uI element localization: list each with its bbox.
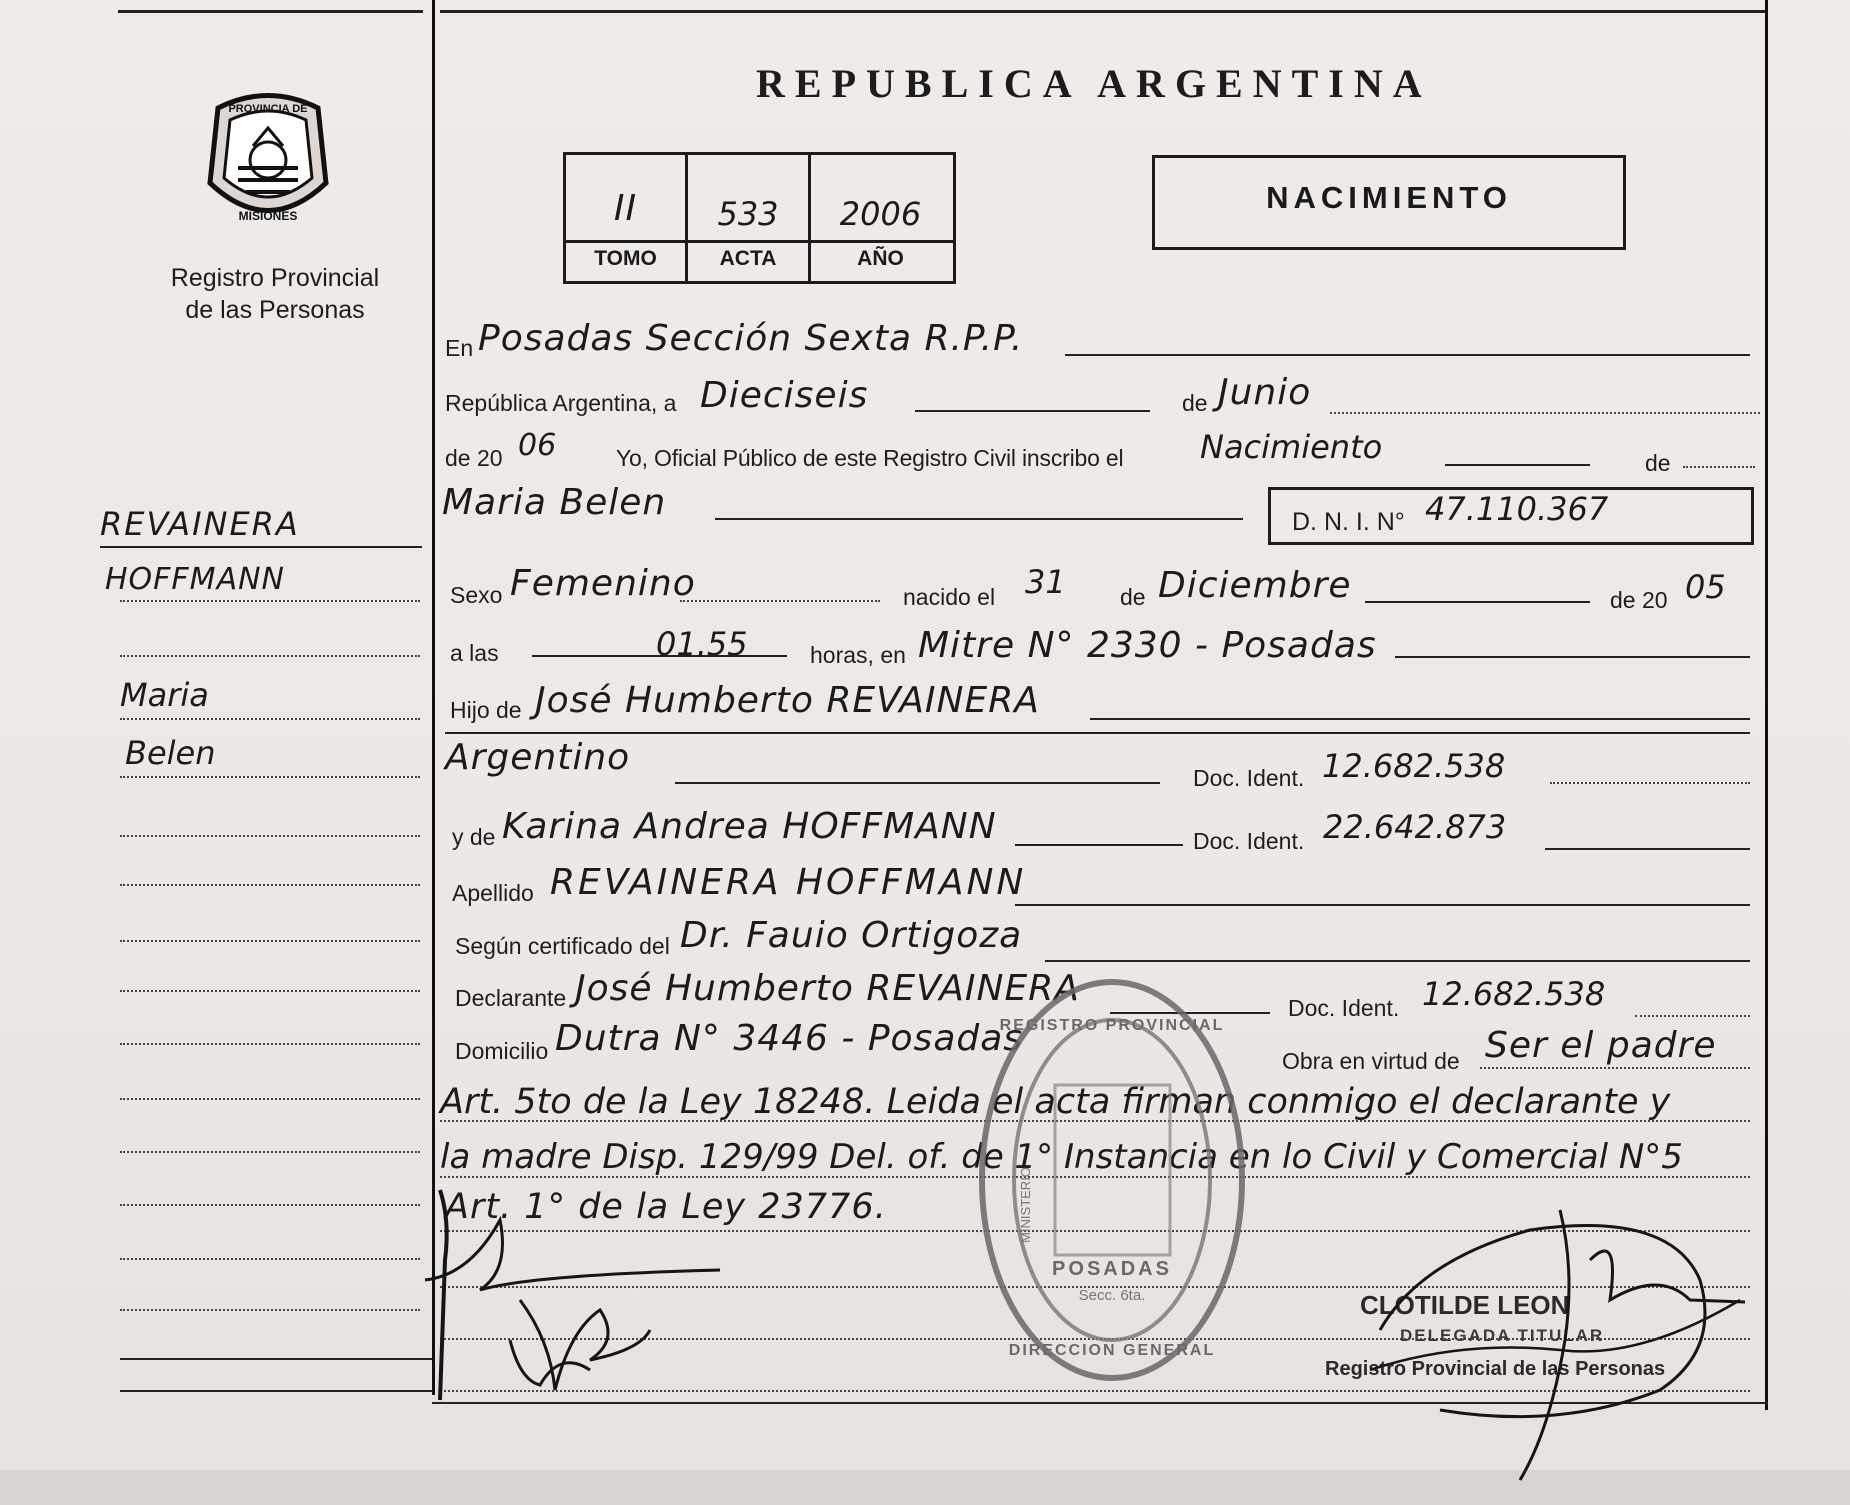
value-father-nationality: Argentino [445,737,631,778]
label-de-birth-month: de [1120,584,1146,610]
value-birth-year-suffix: 05 [1685,568,1726,606]
ano-label: AÑO [857,247,904,270]
value-birth-month: Diciembre [1158,565,1352,606]
value-en: Posadas Sección Sexta R.P.P. [478,318,1024,359]
registry-name-line2: de las Personas [185,296,365,324]
text-oficial: Yo, Oficial Público de este Registro Civil inscribo el [616,445,1124,471]
official-name: CLOTILDE LEON [1360,1290,1570,1320]
emblem-top-text: PROVINCIA DE [228,103,308,115]
declarant-signature [410,1180,730,1410]
value-place: Mitre N° 2330 - Posadas [918,625,1377,666]
value-year-suffix: 06 [518,428,557,463]
label-birth-year-prefix: de 20 [1610,587,1668,613]
value-hour: 01.55 [656,625,748,663]
value-mother-doc: 22.642.873 [1323,808,1507,846]
notes-line-2: la madre Disp. 129/99 Del. of. de 1° Instancia en lo Civil y Comercial N°5 [440,1137,1683,1177]
misiones-emblem-icon [198,88,338,238]
value-domicilio: Dutra N° 3446 - Posadas [555,1018,1024,1059]
right-border [1765,0,1768,1410]
label-year-prefix: de 20 [445,445,503,471]
label-de-month: de [1182,390,1208,416]
margin-given-2: Belen [125,734,216,772]
registry-name-line1: Registro Provincial [170,264,380,292]
value-child-name: Maria Belen [442,482,667,523]
margin-surname-1: REVAINERA [100,505,300,543]
label-doc-declarante: Doc. Ident. [1288,995,1400,1021]
seal-inner-text: MINISTERIO [1018,1167,1033,1243]
margin-surname-2: HOFFMANN [105,562,285,597]
label-republica: República Argentina, a [445,390,677,416]
label-a-las: a las [450,640,499,666]
label-de-name: de [1645,450,1671,476]
seal-section: Secc. 6ta. [1078,1287,1146,1304]
value-father: José Humberto REVAINERA [535,680,1040,721]
label-declarante: Declarante [455,985,567,1011]
value-mother: Karina Andrea HOFFMANN [502,806,997,847]
acta-value: 533 [717,195,779,233]
top-rule-right [440,10,1765,13]
ano-value: 2006 [839,195,922,233]
label-obra: Obra en virtud de [1282,1048,1460,1074]
margin-given-1: Maria [120,676,209,714]
label-hijo: Hijo de [450,697,522,723]
label-sexo: Sexo [450,582,503,608]
seal-top-text: REGISTRO PROVINCIAL [999,1017,1225,1034]
label-dni: D. N. I. N° [1292,508,1405,536]
tomo-value: II [613,188,638,229]
value-acto: Nacimiento [1200,428,1383,466]
value-declarante: José Humberto REVAINERA [575,968,1080,1009]
registry-name [130,262,420,326]
label-doc-mother: Doc. Ident. [1193,828,1305,854]
value-sexo: Femenino [510,563,696,604]
label-certificado: Según certificado del [455,933,670,959]
value-month: Junio [1218,372,1312,413]
label-apellido: Apellido [452,880,534,906]
registry-seal [975,975,1250,1385]
label-en: En [445,335,474,361]
notes-line-1: Art. 5to de la Ley 18248. Leida el acta firman conmigo el declarante y [440,1082,1671,1122]
official-registry: Registro Provincial de las Personas [1325,1358,1666,1380]
value-obra: Ser el padre [1485,1025,1717,1066]
label-y-de: y de [452,824,496,850]
tomo-label: TOMO [594,247,657,270]
label-horas: horas, en [810,642,906,668]
official-title: DELEGADA TITULAR [1400,1326,1605,1345]
acta-label: ACTA [719,247,777,270]
official-signature [1360,1190,1750,1490]
notes-line-3: Art. 1° de la Ley 23776. [445,1187,887,1227]
value-day: Dieciseis [700,375,869,416]
seal-bottom-text: DIRECCION GENERAL [1008,1342,1216,1359]
value-father-doc: 12.682.538 [1322,747,1506,785]
value-birth-day: 31 [1025,563,1066,601]
value-apellido: REVAINERA HOFFMANN [550,862,1027,903]
label-domicilio: Domicilio [455,1038,549,1064]
value-certificado: Dr. Fauio Ortigoza [680,915,1023,956]
seal-city: POSADAS [1052,1258,1172,1280]
label-nacido: nacido el [903,584,996,610]
record-type: NACIMIENTO [1266,180,1512,215]
value-declarante-doc: 12.682.538 [1422,975,1606,1013]
label-doc-father: Doc. Ident. [1193,765,1305,791]
top-rule-left [118,10,423,13]
value-dni: 47.110.367 [1425,490,1609,528]
country-title: REPUBLICA ARGENTINA [756,61,1432,106]
emblem-bottom-text: MISIONES [238,209,298,223]
